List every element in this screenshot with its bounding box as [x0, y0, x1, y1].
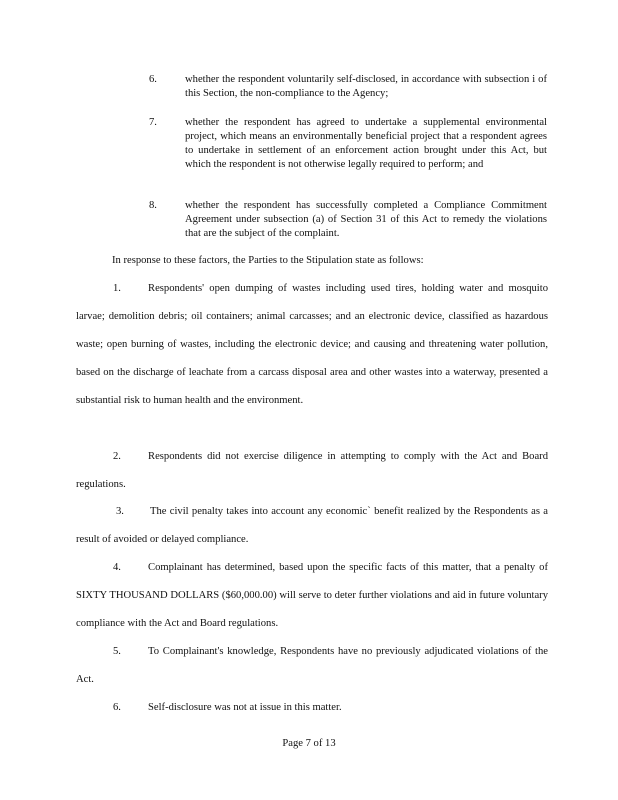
paragraph-number: 3. [116, 506, 124, 517]
factor-number: 6. [149, 74, 157, 85]
page-number-footer: Page 7 of 13 [282, 738, 336, 749]
stipulation-paragraph [76, 694, 548, 722]
paragraph-number: 4. [113, 562, 121, 573]
factor-text: whether the respondent has agreed to undertake a supplemental environmental project, which means an environmentally beneficial project that a respondent agrees to undertake in settlement of an enforcement action brought under this Act, but which the respondent is not otherwise legally required to perform; and [185, 117, 547, 170]
paragraph-number: 5. [113, 646, 121, 657]
stipulation-paragraph [76, 554, 548, 638]
paragraph-number: 6. [113, 702, 121, 713]
stipulation-paragraph [76, 498, 548, 554]
paragraph-text: The civil penalty takes into account any economic` benefit realized by the Respondents as a result of avoided or delayed compliance. [76, 506, 548, 545]
paragraph-number: 1. [113, 283, 121, 294]
paragraph-number: 2. [113, 451, 121, 462]
stipulation-paragraph [76, 443, 548, 499]
factor-number: 7. [149, 117, 157, 128]
paragraph-text: Complainant has determined, based upon the specific facts of this matter, that a penalty of SIXTY THOUSAND DOLLARS ($60,000.00) will serve to deter further violations and aid in future voluntary compliance with the Act and Board regulations. [76, 562, 548, 629]
factor-text: whether the respondent voluntarily self-disclosed, in accordance with subsection i of this Section, the non-compliance to the Agency; [185, 74, 547, 99]
stipulation-paragraph [76, 275, 548, 415]
paragraph-text: Respondents did not exercise diligence in attempting to comply with the Act and Board regulations. [76, 451, 548, 490]
paragraph-text: Self-disclosure was not at issue in this matter. [148, 702, 342, 713]
paragraph-text: Respondents' open dumping of wastes including used tires, holding water and mosquito larvae; demolition debris; oil containers; animal carcasses; and an electronic device, classified as hazardous waste; open burning of wastes, including the electronic device; and causing and threatening water pollution, based on the discharge of leachate from a carcass disposal area and other wastes into a waterway, presented a substantial risk to human health and the environment. [76, 283, 548, 406]
intro-sentence: In response to these factors, the Parties to the Stipulation state as follows: [112, 255, 424, 266]
paragraph-text: To Complainant's knowledge, Respondents have no previously adjudicated violations of the Act. [76, 646, 548, 685]
factor-number: 8. [149, 200, 157, 211]
factor-text: whether the respondent has successfully completed a Compliance Commitment Agreement under subsection (a) of Section 31 of this Act to remedy the violations that are the subject of the complaint. [185, 200, 547, 239]
stipulation-paragraph [76, 638, 548, 694]
